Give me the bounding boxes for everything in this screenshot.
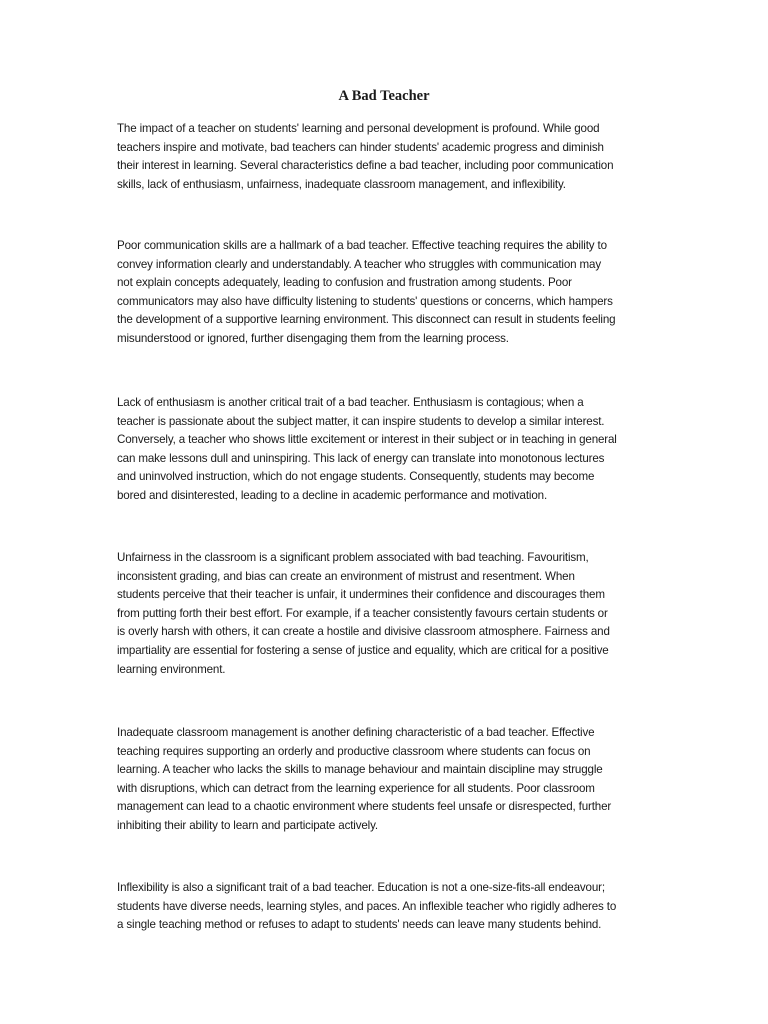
paragraph-line: students perceive that their teacher is unfair, it undermines their confidence and discourages them (117, 588, 605, 602)
paragraph-line: Unfairness in the classroom is a significant problem associated with bad teaching. Favouritism, (117, 551, 589, 564)
paragraph-line: and uninvolved instruction, which do not engage students. Consequently, students may become (117, 470, 595, 484)
paragraph-line: inconsistent grading, and bias can create an environment of mistrust and resentment. When (117, 569, 575, 583)
paragraph-line: skills, lack of enthusiasm, unfairness, inadequate classroom management, and inflexibility. (117, 177, 566, 191)
paragraph-line: communicators may also have difficulty listening to students' questions or concerns, which hampers (117, 294, 613, 308)
paragraph-line: Lack of enthusiasm is another critical trait of a bad teacher. Enthusiasm is contagious; when a (117, 396, 584, 409)
paragraph-line: Conversely, a teacher who shows little excitement or interest in their subject or in teaching in general (117, 433, 617, 447)
paragraph-line: learning. A teacher who lacks the skills to manage behaviour and maintain discipline may struggle (117, 763, 603, 777)
paragraph-line: teacher is passionate about the subject matter, it can inspire students to develop a similar interest. (117, 414, 605, 428)
paragraph-line: can make lessons dull and uninspiring. This lack of energy can translate into monotonous lectures (117, 451, 605, 465)
paragraph-line: misunderstood or ignored, further disengaging them from the learning process. (117, 331, 509, 345)
paragraph-line: is overly harsh with others, it can create a hostile and divisive classroom atmosphere. Fairness and (117, 625, 610, 639)
paragraph-line: students have diverse needs, learning styles, and paces. An inflexible teacher who rigidly adheres to (117, 899, 617, 913)
paragraph-line: teaching requires supporting an orderly and productive classroom where students can focus on (117, 744, 591, 758)
paragraph-line: Inflexibility is also a significant trait of a bad teacher. Education is not a one-size-fits-all endeavour; (117, 881, 605, 894)
paragraph-communication (117, 237, 653, 349)
paragraph-line: impartiality are essential for fostering a sense of justice and equality, which are critical for a positive (117, 643, 609, 657)
paragraph-line: a single teaching method or refuses to adapt to students' needs can leave many students behind. (117, 918, 602, 932)
paragraph-line: learning environment. (117, 662, 226, 676)
paragraph-line: not explain concepts adequately, leading to confusion and frustration among students. Poor (117, 276, 572, 290)
paragraph-introduction (117, 120, 653, 194)
paragraph-line: management can lead to a chaotic environment where students feel unsafe or disrespected, further (117, 800, 612, 814)
paragraph-line: bored and disinterested, leading to a decline in academic performance and motivation. (117, 488, 548, 502)
paragraph-line: Poor communication skills are a hallmark of a bad teacher. Effective teaching requires the ability to (117, 239, 607, 252)
paragraph-line: inhibiting their ability to learn and participate actively. (117, 818, 378, 832)
paragraph-classroom-management (117, 724, 653, 836)
paragraph-line: with disruptions, which can detract from the learning experience for all students. Poor classroom (117, 781, 595, 795)
paragraph-unfairness (117, 549, 653, 679)
paragraph-line: convey information clearly and understandably. A teacher who struggles with communication may (117, 257, 601, 271)
paragraph-line: the development of a supportive learning environment. This disconnect can result in students feeling (117, 313, 616, 327)
paragraph-enthusiasm (117, 394, 653, 506)
paragraph-line: The impact of a teacher on students' learning and personal development is profound. While good (117, 122, 600, 135)
paragraph-line: their interest in learning. Several characteristics define a bad teacher, including poor communication (117, 159, 614, 173)
paragraph-inflexibility (117, 879, 653, 935)
paragraph-line: teachers inspire and motivate, bad teachers can hinder students' academic progress and diminish (117, 140, 604, 154)
document-title: A Bad Teacher (338, 88, 430, 104)
paragraph-line: Inadequate classroom management is another defining characteristic of a bad teacher. Effective (117, 726, 595, 739)
paragraph-line: from putting forth their best effort. For example, if a teacher consistently favours certain students or (117, 606, 608, 620)
